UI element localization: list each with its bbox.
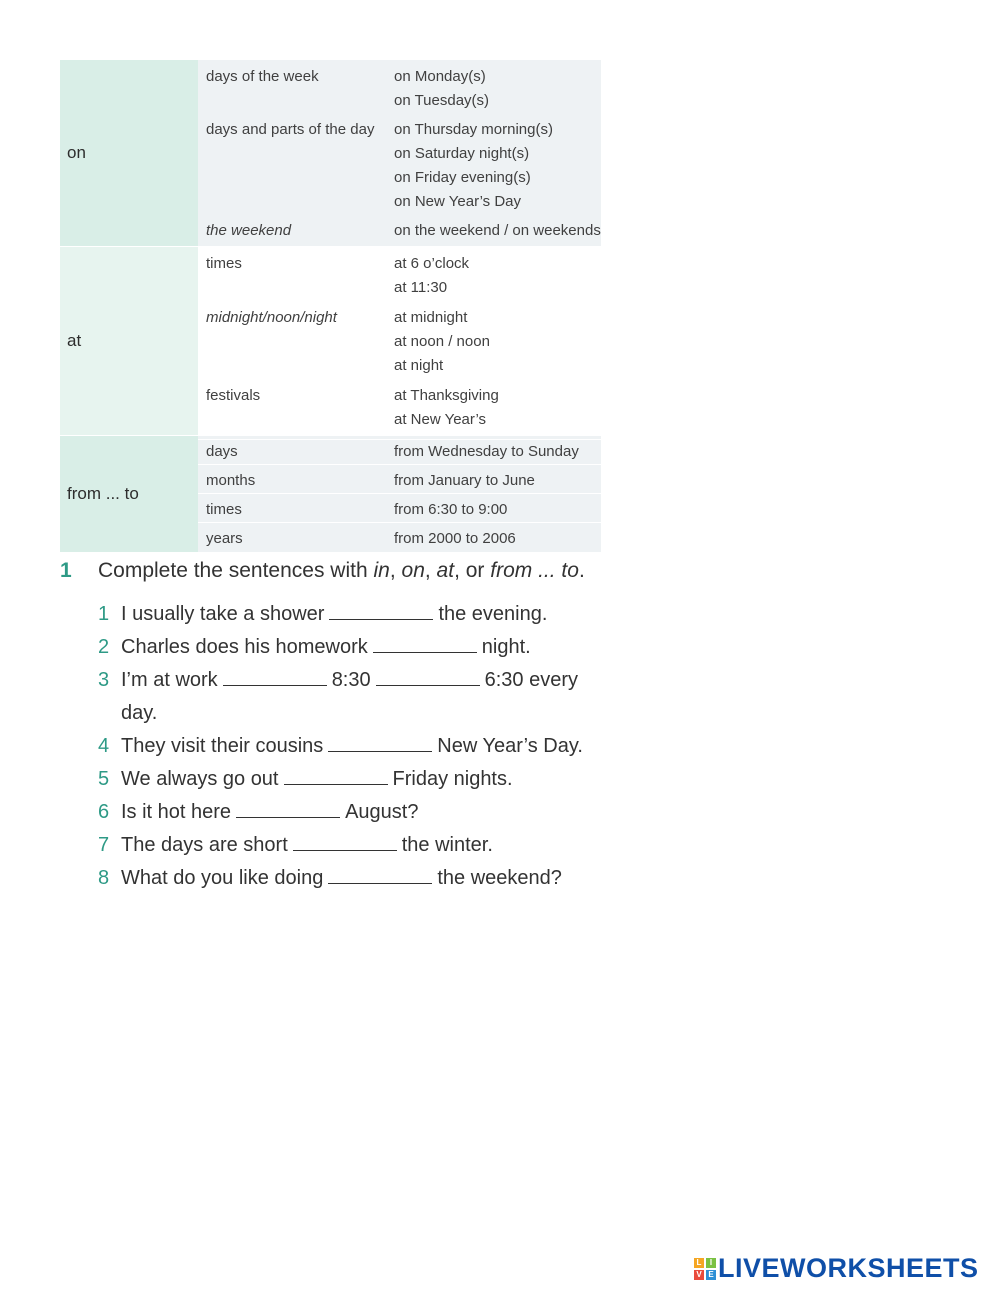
item-number: 1: [98, 603, 110, 625]
examples-cell: [394, 301, 601, 379]
item-number: 5: [98, 768, 110, 790]
list-item: 1 I usually take a shower the evening.: [98, 598, 618, 631]
table-row: [198, 465, 601, 494]
category-cell: months: [198, 465, 394, 494]
example-text: on the weekend / on weekends: [394, 222, 601, 239]
list-item: 4 They visit their cousins New Year’s Day.: [98, 730, 618, 763]
table-row: [198, 65, 601, 113]
table-group-on: [60, 60, 601, 247]
answer-blank[interactable]: [329, 601, 433, 620]
examples-cell: from 2000 to 2006: [394, 523, 601, 552]
answer-blank[interactable]: [328, 865, 432, 884]
item-number: 7: [98, 834, 110, 856]
examples-cell: [394, 214, 601, 243]
item-number: 4: [98, 735, 110, 757]
table-row: [198, 494, 601, 523]
exercise-list: [98, 598, 618, 895]
answer-blank[interactable]: [376, 667, 480, 686]
example-text: on Thursday morning(s): [394, 121, 553, 138]
example-text: at Thanksgiving: [394, 387, 499, 404]
table-group-from-to: [60, 436, 601, 553]
preposition-table: [60, 60, 601, 552]
list-item: 3 I’m at work 8:30 6:30 every day.: [98, 664, 618, 730]
category-cell: festivals: [198, 379, 394, 433]
examples-cell: [394, 252, 601, 301]
category-cell: times: [198, 252, 394, 301]
preposition-label: from ... to: [60, 436, 198, 553]
preposition-label: on: [60, 60, 198, 247]
answer-blank[interactable]: [373, 634, 477, 653]
answer-blank[interactable]: [223, 667, 327, 686]
category-cell: times: [198, 494, 394, 523]
category-cell: days of the week: [206, 68, 319, 85]
answer-blank[interactable]: [236, 799, 340, 818]
examples-cell: from January to June: [394, 465, 601, 494]
answer-blank[interactable]: [328, 733, 432, 752]
exercise-heading: 1 Complete the sentences with in, on, at, or from ... to.: [60, 559, 585, 582]
examples-cell: [394, 113, 601, 214]
logo-mark-icon: L I V E: [694, 1258, 716, 1280]
example-text: on New Year’s Day: [394, 193, 522, 210]
example-text: at midnight: [394, 309, 468, 326]
preposition-label: at: [60, 247, 198, 436]
example-text: on Monday(s): [394, 68, 486, 85]
example-text: on Friday evening(s): [394, 169, 531, 186]
exercise-number: 1: [60, 559, 72, 582]
list-item: 7 The days are short the winter.: [98, 829, 618, 862]
example-text: on Saturday night(s): [394, 145, 530, 162]
answer-blank[interactable]: [293, 832, 397, 851]
item-number: 6: [98, 801, 110, 823]
example-text: at noon / noon: [394, 333, 490, 350]
example-text: at night: [394, 357, 444, 374]
category-cell: midnight/noon/night: [198, 301, 394, 379]
list-item: 8 What do you like doing the weekend?: [98, 862, 618, 895]
item-number: 2: [98, 636, 110, 658]
table-row: [198, 523, 601, 552]
category-cell: years: [198, 523, 394, 552]
table-row: [198, 113, 601, 214]
category-cell: days: [198, 440, 394, 465]
logo-text: LIVEWORKSHEETS: [718, 1253, 979, 1283]
table-row: [198, 440, 601, 465]
examples-cell: from Wednesday to Sunday: [394, 440, 601, 465]
table-row: [198, 379, 601, 433]
example-text: at 6 o’clock: [394, 255, 470, 272]
table-group-at: [60, 247, 601, 436]
list-item: 2 Charles does his homework night.: [98, 631, 618, 664]
example-text: on Tuesday(s): [394, 92, 490, 109]
examples-cell: [394, 379, 601, 433]
list-item: 5 We always go out Friday nights.: [98, 763, 618, 796]
item-number: 8: [98, 867, 110, 889]
table-row: [198, 252, 601, 301]
example-text: at New Year’s: [394, 411, 487, 428]
list-item: 6 Is it hot here August?: [98, 796, 618, 829]
liveworksheets-logo: [694, 1253, 979, 1284]
example-text: at 11:30: [394, 279, 448, 296]
examples-cell: [394, 65, 601, 113]
item-number: 3: [98, 669, 110, 691]
table-row: [198, 214, 601, 243]
examples-cell: from 6:30 to 9:00: [394, 494, 601, 523]
table-row: [198, 301, 601, 379]
answer-blank[interactable]: [284, 766, 388, 785]
category-cell: days and parts of the day: [206, 121, 375, 138]
category-cell: the weekend: [206, 222, 292, 239]
